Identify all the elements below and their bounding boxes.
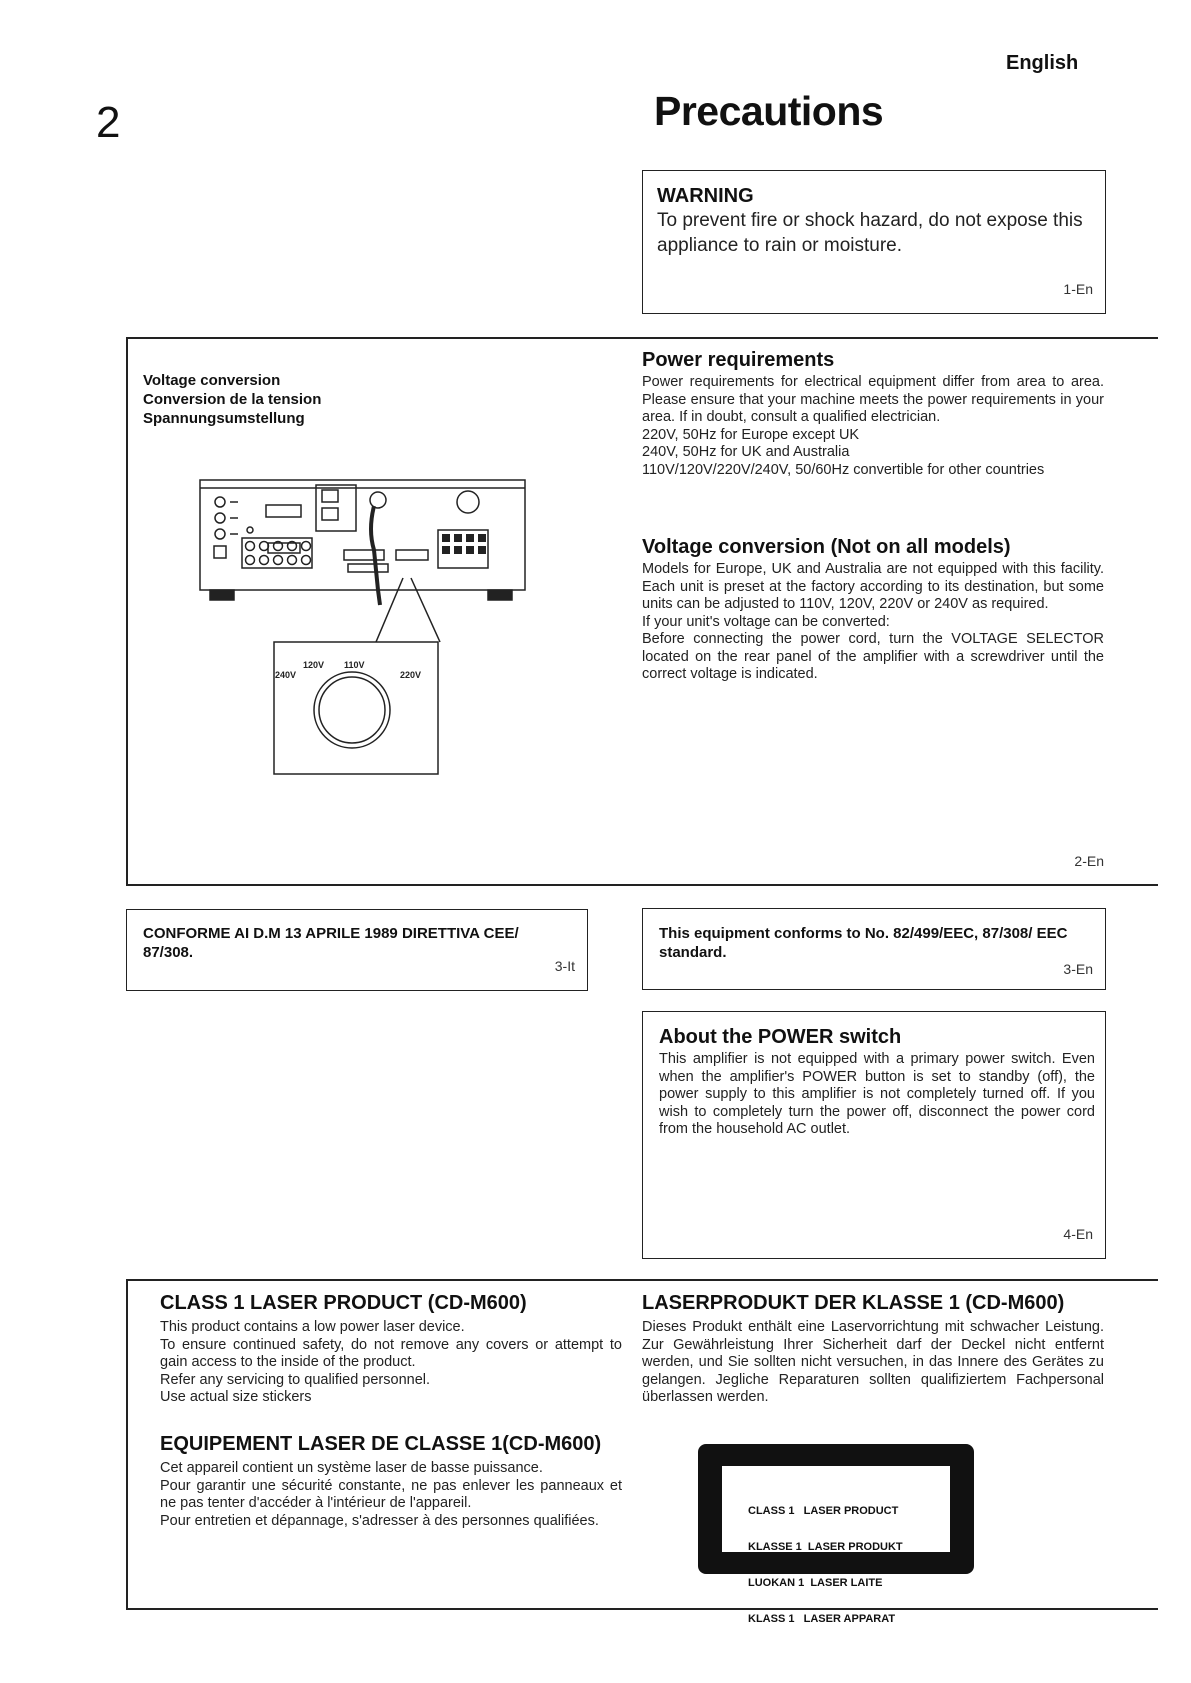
section-2-top-rule [126, 337, 1158, 339]
laser-label-inner [722, 1466, 950, 1625]
figure-label-fr: Conversion de la tension [143, 391, 322, 408]
laser-de-title: LASERPRODUKT DER KLASSE 1 (CD-M600) [642, 1292, 1065, 1314]
conforme-en-text: This equipment conforms to No. 82/499/EEC, 87/308/ EEC standard. [659, 925, 1068, 961]
dial-label-240v: 240V [275, 670, 297, 680]
conforme-it-text: CONFORME AI D.M 13 APRILE 1989 DIRETTIVA CEE/ 87/308. [143, 925, 519, 961]
page-title: Precautions [654, 88, 884, 134]
conforme-it-code: 3-It [554, 958, 575, 974]
laser-section-top-rule [126, 1279, 1158, 1281]
laser-en-line-1: This product contains a low power laser device. [160, 1319, 465, 1335]
figure-label-en: Voltage conversion [143, 372, 281, 389]
voltage-conversion-body: Models for Europe, UK and Australia are not equipped with this facility. Each unit is preset at the factory according to its destination, but some units can be adjusted to 110V, 120V, 220V or 240V as required. [642, 561, 1104, 612]
voltage-conversion-code: 2-En [1074, 853, 1104, 869]
laser-fr-line-1: Cet appareil contient un système laser de basse puissance. [160, 1460, 543, 1476]
dial-label-220v: 220V [400, 670, 422, 680]
power-switch-box [642, 1011, 1106, 1259]
section-2-bottom-rule [126, 884, 1158, 886]
voltage-conversion-section [642, 536, 1104, 684]
laser-en-line-4: Use actual size stickers [160, 1389, 312, 1405]
power-requirements-body: Power requirements for electrical equipment differ from area to area. Please ensure that your machine meets the power requirements in your area. If in doubt, consult a qualified electrician. [642, 374, 1104, 425]
warning-box [642, 170, 1106, 314]
page-number: 2 [96, 98, 121, 147]
conforme-en-code: 3-En [1063, 961, 1093, 977]
figure-label-de: Spannungsumstellung [143, 410, 305, 427]
laser-label-line-3: LUOKAN 1 LASER LAITE [748, 1577, 883, 1589]
language-label: English [1006, 52, 1079, 74]
dial-label-110v: 110V [344, 660, 365, 670]
laser-en-line-3: Refer any servicing to qualified personnel. [160, 1371, 431, 1388]
laser-en-line-2: To ensure continued safety, do not remove any covers or attempt to gain access to the inside of the product. [160, 1336, 622, 1370]
laser-fr-line-2: Pour garantir une sécurité constante, ne pas enlever les panneaux et ne pas tenter d'accéder à l'intérieur de l'appareil. [160, 1477, 622, 1511]
laser-fr-section [160, 1433, 622, 1530]
voltage-conversion-line-1: If your unit's voltage can be converted: [642, 613, 890, 630]
laser-en-title: CLASS 1 LASER PRODUCT (CD-M600) [160, 1292, 527, 1314]
conforme-it-box [126, 909, 588, 991]
power-line-1: 220V, 50Hz for Europe except UK [642, 426, 860, 443]
amplifier-rear-panel-illustration [198, 470, 544, 790]
voltage-conversion-title: Voltage conversion (Not on all models) [642, 536, 1011, 558]
power-switch-body: This amplifier is not equipped with a primary power switch. Even when the amplifier's POWER button is set to standby (off), the power supply to this amplifier is not completely turned off. If you wish to completely turn the power off, disconnect the power cord from the household AC outlet. [659, 1051, 1095, 1137]
laser-label-sticker [698, 1444, 974, 1625]
section-2-left-rule [126, 337, 128, 885]
power-switch-title: About the POWER switch [659, 1026, 902, 1048]
laser-fr-title: EQUIPEMENT LASER DE CLASSE 1(CD-M600) [160, 1433, 602, 1455]
warning-code: 1-En [1063, 281, 1093, 297]
power-requirements-section [642, 349, 1104, 479]
laser-section-left-rule [126, 1279, 128, 1609]
laser-fr-line-3: Pour entretien et dépannage, s'adresser à des personnes qualifiées. [160, 1512, 599, 1529]
conforme-en-box [642, 908, 1106, 990]
warning-text: To prevent fire or shock hazard, do not expose this appliance to rain or moisture. [657, 210, 1083, 256]
laser-label-line-1: CLASS 1 LASER PRODUCT [748, 1505, 899, 1517]
laser-section-bottom-rule [126, 1608, 1158, 1610]
voltage-conversion-line-2: Before connecting the power cord, turn the VOLTAGE SELECTOR located on the rear panel of the amplifier with a screwdriver until the correct voltage is indicated. [642, 631, 1104, 682]
power-requirements-title: Power requirements [642, 349, 835, 371]
laser-label-line-4: KLASS 1 LASER APPARAT [748, 1613, 896, 1625]
laser-de-section [642, 1292, 1104, 1407]
warning-title: WARNING [657, 185, 754, 207]
voltage-figure-labels [143, 371, 321, 428]
laser-de-body: Dieses Produkt enthält eine Laservorrichtung mit schwacher Leistung. Zur Gewährleistung Ihrer Sicherheit darf der Deckel nicht entfernt werden, und Sie sollten nicht versuchen, in das Innere des Gerätes zu gelangen. Jegliche Reparaturen sollten qualifiziertem Fachpersonal überlassen werden. [642, 1319, 1104, 1405]
power-line-2: 240V, 50Hz for UK and Australia [642, 444, 850, 460]
power-line-3: 110V/120V/220V/240V, 50/60Hz convertible for other countries [642, 461, 1045, 478]
dial-label-120v: 120V [303, 660, 325, 670]
power-switch-code: 4-En [1063, 1226, 1093, 1242]
laser-label-line-2: KLASSE 1 LASER PRODUKT [748, 1541, 903, 1553]
laser-en-section [160, 1292, 622, 1407]
